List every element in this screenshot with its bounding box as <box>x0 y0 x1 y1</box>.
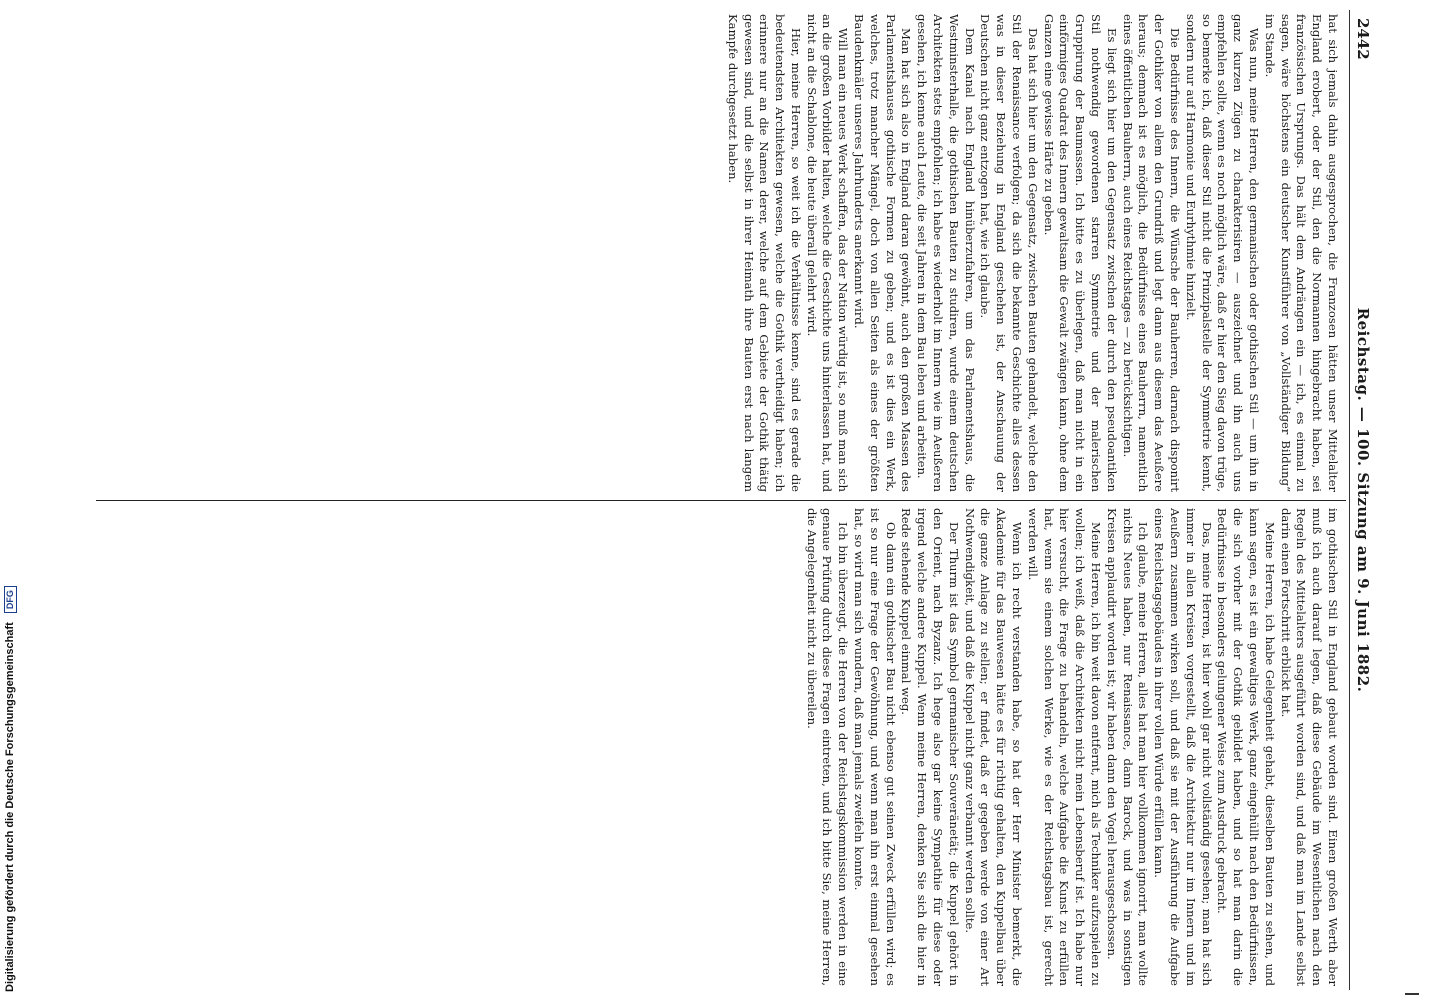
page-number: 2442 <box>1354 18 1372 60</box>
paragraph: Man hat sich also in England daran gewöhnt, auch den großen Massen des Parlamentshauses gothische Formen zu geben; und es ist dies ein Werk, welches, trotz mancher Mängel, doch von allen Seiten als eines der größten Baudenkmäler unseres Jahrhunderts anerkannt wird. <box>852 14 914 492</box>
paragraph: Der Thurm ist das Symbol germanischer Souveränetät; die Kuppel gehört in den Orient, nach Byzanz. Ich hege also gar keine Sympathie für diese oder irgend welche andere Kuppel. Wenn meine Herren, denken Sie sich die hier in Rede stehende Kuppel einmal weg. <box>899 508 961 986</box>
paragraph: Hier, meine Herren, so weit ich die Verhältnisse kenne, sind es gerade die bedeutendsten Architekten gewesen, welche die Gothik vertheidigt haben; ich erinnere nur an die Namen derer, welche auf dem Gebiete der Gothik thätig gewesen sind, und die selbst in ihrer Heimath ihre Bauten erst nach langem Kampfe durchgesetzt haben. <box>725 14 803 492</box>
paragraph: Meine Herren, ich bin weit davon entfernt, mich als Techniker aufzuspielen zu wollen; ich weiß, daß die Architekten nicht mein Lebensberuf ist. Ich habe nur hier versucht, die Frage zu behandeln, welche Aufgabe die Kunst zu erfüllen hat, wenn sie einem solchen Werke, wie es der Reichstagsbau ist, gerecht werden will. <box>1025 508 1104 986</box>
column-divider <box>96 500 1346 501</box>
digitization-credit <box>4 586 17 992</box>
scan-edge-mark <box>1405 993 1419 995</box>
paragraph: Meine Herren, ich habe Gelegenheit gehabt, dieselben Bauten zu sehen, und kann sagen, es ist ein gewaltiges Werk, ganz eingehüllt nach den Bedürfnissen, die sich vorher mit der Gothik gebildet haben, und so hat man darin die Bedürfnisse in besonders gelungener Weise zum Ausdruck gebracht. <box>1215 508 1277 986</box>
paragraph: Will man ein neues Werk schaffen, das der Nation würdig ist, so muß man sich an die großen Vorbilder halten, welche die Geschichte uns hinterlassen hat, und nicht an die Schablone, die heute überall gelehrt wird. <box>804 14 851 492</box>
paragraph: Das hat sich hier um den Gegensatz, zwischen Bauten gehandelt, welche den Stil der Renaissance verfolgen; da sich die bekannte Geschichte alles dessen was in dieser Beziehung in England geschehen ist, der Anschauung der Deutschen nicht ganz entzogen hat, wie ich glaube. <box>978 14 1040 492</box>
paragraph: Es liegt sich hier um den Gegensatz zwischen der durch den pseudoantiken Stil nothwendig gewordenen starren Symmetrie und der malerischen Gruppirung der Baumassen. Ich bitte es zu überlegen, daß man nicht in ein einförmiges Quadrat des Innern gewaltsam die Gewalt zwängen kann, ohne dem Ganzen eine gewisse Härte zu geben. <box>1041 14 1119 492</box>
credit-text: Digitalisierung gefördert durch die Deutsche Forschungsgemeinschaft <box>4 622 16 992</box>
paragraph: Dem Kanal nach England hinüberzufahren, um das Parlamentshaus, die Westminsterhalle, die gothischen Bauten zu studiren, wurde einem deutschen Architekten stets empfohlen; ich habe es wiederholt im Innern wie im Aeußeren gesehen, ich kenne auch Leute, die seit Jahren in dem Bau leben und arbeiten. <box>915 14 977 492</box>
paragraph: Das, meine Herren, ist hier wohl gar nicht vollständig gesehen; man hat sich immer in allen Kreisen vorgestellt, daß die Architektur nur im Innern und im Aeußern zusammen wirken soll, und daß sie mit der Ausführung die Aufgabe eines Reichstagsgebäudes in ihrer vollen Würde erfüllen kann. <box>1152 508 1214 986</box>
text-column-right <box>96 508 1340 986</box>
dfg-logo: DFG <box>4 586 17 613</box>
paragraph: Ich glaube, meine Herren, alles hat man hier vollkommen ignorirt, man wollte nichts Neues haben, nur Renaissance, dann Barock, und was in sonstigen Kreisen applaudirt worden ist; wir haben dann den Vogel herausgeschossen. <box>1104 508 1151 986</box>
newspaper-page <box>86 10 1376 990</box>
text-column-left <box>96 14 1340 492</box>
page-header <box>1349 10 1376 990</box>
paragraph: Wenn ich recht verstanden habe, so hat der Herr Minister bemerkt, die Akademie für das Bauwesen hätte es für richtig gehalten, den Kuppelbau über die ganze Anlage zu stellen; er findet, daß er gegeben werde von einer Art Nothwendigkeit, und daß die Kuppel nicht ganz verbannt werden sollte. <box>962 508 1025 986</box>
paragraph: hat sich jemals dahin ausgesprochen, die Franzosen hätten unser Mittelalter England erobert, oder der Stil, den die Normannen hingebracht haben, sei französischen Ursprungs. Das hält dem Andrängen ein — ich, es einmal zu sagen, wäre höchstens ein deutscher Kunstführer von „Vollständiger Bildung“ im Stande. <box>1262 14 1340 492</box>
running-head: Reichstag. — 100. Sitzung am 9. Juni 1882. <box>1354 307 1372 693</box>
paragraph: im gothischen Stil in England gebaut worden sind. Einen großen Werth aber muß ich auch darauf legen, daß diese Gebäude im Wesentlichen nach den Regeln des Mittelalters ausgeführt worden sind, und daß man im Lande selbst darin einen Fortschritt erblickt hat. <box>1278 508 1340 986</box>
paragraph: Was nun, meine Herren, den germanischen oder gothischen Stil — um ihn in ganz kurzen Zügen zu charakterisiren — auszeichnet und ihn auch uns empfehlen sollte, wenn es noch möglich wäre, daß er hier den Sieg davon trüge, so bemerke ich, daß dieser Stil nicht die Prinzipalstelle der Symmetrie kennt, sondern nur auf Harmonie und Eurhythmie hinzielt. <box>1183 14 1262 492</box>
paragraph: Die Bedürfnisse des Innern, die Wünsche der Bauherren, darnach disponirt der Gothiker von allem den Grundriß und legt dann aus diesem das Aeußere heraus; demnach ist es möglich, die Bedürfnisse eines Bauherrn, namentlich eines öffentlichen Bauherrn, auch eines Reichstages — zu berücksichtigen. <box>1120 14 1183 492</box>
paragraph: Ob dann ein gothischer Bau nicht ebenso gut seinen Zweck erfüllen wird; es ist so nur eine Frage der Gewöhnung, und wenn man ihn erst einmal gesehen hat, so wird man sich wundern, daß man jemals zweifeln konnte. <box>852 508 898 986</box>
paragraph: Ich bin überzeugt, die Herren von der Reichstagskommission werden in eine genaue Prüfung durch diese Fragen eintreten, und ich bitte Sie, meine Herren, die Angelegenheit nicht zu übereilen. <box>804 508 851 986</box>
